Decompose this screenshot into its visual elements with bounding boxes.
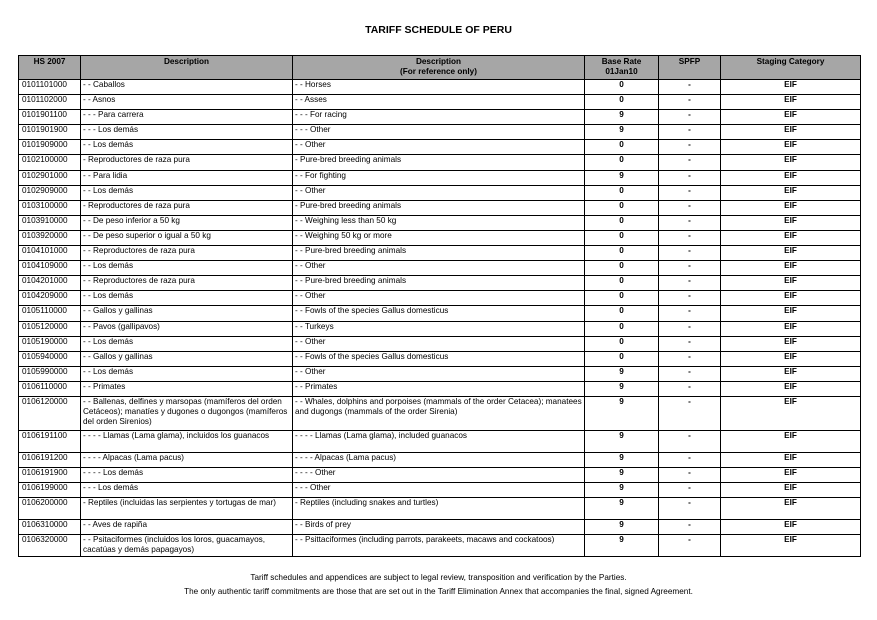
- table-body: [19, 80, 861, 557]
- spfp-cell: -: [659, 185, 721, 200]
- base-rate-cell: 0: [585, 200, 659, 215]
- staging-category-cell: EIF: [721, 215, 861, 230]
- description-es-cell: - - - - Llamas (Lama glama), incluidos los guanacos: [81, 430, 293, 452]
- description-es-cell: - - Ballenas, delfines y marsopas (mamíferos del orden Cetáceos); manatíes y dugones o dugongos (mamíferos del orden Sirenios): [81, 396, 293, 430]
- description-es-cell: - - Los demás: [81, 291, 293, 306]
- description-en-cell: - - Other: [293, 366, 585, 381]
- header-description-en-line2: (For reference only): [400, 67, 477, 76]
- hs-code-cell: 0101101000: [19, 80, 81, 95]
- hs-code-cell: 0105110000: [19, 306, 81, 321]
- description-es-cell: - - Los demás: [81, 261, 293, 276]
- spfp-cell: -: [659, 351, 721, 366]
- description-en-cell: - - - - Other: [293, 468, 585, 483]
- spfp-cell: -: [659, 110, 721, 125]
- hs-code-cell: 0102100000: [19, 155, 81, 170]
- header-hs: HS 2007: [19, 56, 81, 80]
- table-row: [19, 170, 861, 185]
- description-en-cell: - - - Other: [293, 483, 585, 498]
- description-es-cell: - - Pavos (gallipavos): [81, 321, 293, 336]
- hs-code-cell: 0106191900: [19, 468, 81, 483]
- base-rate-cell: 9: [585, 498, 659, 520]
- base-rate-cell: 9: [585, 483, 659, 498]
- table-row: [19, 125, 861, 140]
- description-en-cell: - - Fowls of the species Gallus domesticus: [293, 351, 585, 366]
- hs-code-cell: 0106110000: [19, 381, 81, 396]
- base-rate-cell: 9: [585, 366, 659, 381]
- description-en-cell: - - Fowls of the species Gallus domesticus: [293, 306, 585, 321]
- table-row: [19, 430, 861, 452]
- header-description-en: [293, 56, 585, 80]
- hs-code-cell: 0103920000: [19, 230, 81, 245]
- hs-code-cell: 0106200000: [19, 498, 81, 520]
- hs-code-cell: 0102909000: [19, 185, 81, 200]
- hs-code-cell: 0104101000: [19, 246, 81, 261]
- base-rate-cell: 9: [585, 125, 659, 140]
- table-row: [19, 110, 861, 125]
- base-rate-cell: 0: [585, 291, 659, 306]
- hs-code-cell: 0106310000: [19, 520, 81, 535]
- spfp-cell: -: [659, 366, 721, 381]
- description-en-cell: - - Other: [293, 140, 585, 155]
- staging-category-cell: EIF: [721, 200, 861, 215]
- spfp-cell: -: [659, 261, 721, 276]
- staging-category-cell: EIF: [721, 185, 861, 200]
- description-en-cell: - - - For racing: [293, 110, 585, 125]
- description-es-cell: - Reproductores de raza pura: [81, 155, 293, 170]
- hs-code-cell: 0106199000: [19, 483, 81, 498]
- table-row: [19, 246, 861, 261]
- base-rate-cell: 9: [585, 535, 659, 557]
- description-en-cell: - Reptiles (including snakes and turtles): [293, 498, 585, 520]
- spfp-cell: -: [659, 336, 721, 351]
- hs-code-cell: 0106191200: [19, 452, 81, 467]
- spfp-cell: -: [659, 520, 721, 535]
- header-staging: Staging Category: [721, 56, 861, 80]
- description-en-cell: - - Other: [293, 261, 585, 276]
- tariff-table: [18, 55, 861, 557]
- staging-category-cell: EIF: [721, 125, 861, 140]
- staging-category-cell: EIF: [721, 366, 861, 381]
- base-rate-cell: 9: [585, 170, 659, 185]
- spfp-cell: -: [659, 155, 721, 170]
- base-rate-cell: 0: [585, 321, 659, 336]
- description-en-cell: - - Other: [293, 291, 585, 306]
- staging-category-cell: EIF: [721, 246, 861, 261]
- spfp-cell: -: [659, 306, 721, 321]
- hs-code-cell: 0101909000: [19, 140, 81, 155]
- spfp-cell: -: [659, 430, 721, 452]
- description-en-cell: - - Turkeys: [293, 321, 585, 336]
- spfp-cell: -: [659, 80, 721, 95]
- staging-category-cell: EIF: [721, 535, 861, 557]
- description-en-cell: - - Psittaciformes (including parrots, parakeets, macaws and cockatoos): [293, 535, 585, 557]
- description-en-cell: - - - Other: [293, 125, 585, 140]
- description-en-cell: - Pure-bred breeding animals: [293, 200, 585, 215]
- table-row: [19, 230, 861, 245]
- header-base-rate: [585, 56, 659, 80]
- spfp-cell: -: [659, 396, 721, 430]
- table-row: [19, 336, 861, 351]
- base-rate-cell: 0: [585, 351, 659, 366]
- base-rate-cell: 0: [585, 95, 659, 110]
- base-rate-cell: 9: [585, 381, 659, 396]
- table-row: [19, 276, 861, 291]
- base-rate-cell: 0: [585, 185, 659, 200]
- hs-code-cell: 0106120000: [19, 396, 81, 430]
- spfp-cell: -: [659, 452, 721, 467]
- description-es-cell: - - Aves de rapiña: [81, 520, 293, 535]
- staging-category-cell: EIF: [721, 396, 861, 430]
- description-es-cell: - - - - Alpacas (Lama pacus): [81, 452, 293, 467]
- description-en-cell: - - - - Alpacas (Lama pacus): [293, 452, 585, 467]
- description-en-cell: - - Weighing less than 50 kg: [293, 215, 585, 230]
- staging-category-cell: EIF: [721, 261, 861, 276]
- base-rate-cell: 0: [585, 155, 659, 170]
- staging-category-cell: EIF: [721, 483, 861, 498]
- description-es-cell: - - De peso superior o igual a 50 kg: [81, 230, 293, 245]
- spfp-cell: -: [659, 200, 721, 215]
- table-row: [19, 155, 861, 170]
- table-row: [19, 80, 861, 95]
- header-description-en-line1: Description: [415, 57, 462, 66]
- description-en-cell: - - Asses: [293, 95, 585, 110]
- table-row: [19, 520, 861, 535]
- description-es-cell: - - Gallos y gallinas: [81, 351, 293, 366]
- description-es-cell: - - - Los demás: [81, 125, 293, 140]
- description-en-cell: - - Pure-bred breeding animals: [293, 246, 585, 261]
- table-row: [19, 306, 861, 321]
- description-es-cell: - - De peso inferior a 50 kg: [81, 215, 293, 230]
- spfp-cell: -: [659, 276, 721, 291]
- description-es-cell: - - Psitaciformes (incluidos los loros, guacamayos, cacatúas y demás papagayos): [81, 535, 293, 557]
- hs-code-cell: 0105940000: [19, 351, 81, 366]
- base-rate-cell: 0: [585, 336, 659, 351]
- page-title: TARIFF SCHEDULE OF PERU: [365, 24, 512, 36]
- description-en-cell: - - Primates: [293, 381, 585, 396]
- staging-category-cell: EIF: [721, 321, 861, 336]
- table-row: [19, 140, 861, 155]
- table-row: [19, 483, 861, 498]
- staging-category-cell: EIF: [721, 520, 861, 535]
- description-en-cell: - - Other: [293, 185, 585, 200]
- spfp-cell: -: [659, 125, 721, 140]
- spfp-cell: -: [659, 291, 721, 306]
- base-rate-cell: 9: [585, 110, 659, 125]
- table-row: [19, 535, 861, 557]
- table-row: [19, 261, 861, 276]
- spfp-cell: -: [659, 381, 721, 396]
- hs-code-cell: 0104109000: [19, 261, 81, 276]
- table-row: [19, 321, 861, 336]
- description-es-cell: - - Los demás: [81, 366, 293, 381]
- description-es-cell: - - - Para carrera: [81, 110, 293, 125]
- table-row: [19, 215, 861, 230]
- table-row: [19, 468, 861, 483]
- description-es-cell: - - Caballos: [81, 80, 293, 95]
- table-row: [19, 200, 861, 215]
- staging-category-cell: EIF: [721, 468, 861, 483]
- base-rate-cell: 0: [585, 276, 659, 291]
- description-es-cell: - - Reproductores de raza pura: [81, 246, 293, 261]
- base-rate-cell: 0: [585, 215, 659, 230]
- spfp-cell: -: [659, 535, 721, 557]
- hs-code-cell: 0105190000: [19, 336, 81, 351]
- staging-category-cell: EIF: [721, 110, 861, 125]
- staging-category-cell: EIF: [721, 80, 861, 95]
- description-en-cell: - - Birds of prey: [293, 520, 585, 535]
- description-en-cell: - - For fighting: [293, 170, 585, 185]
- spfp-cell: -: [659, 95, 721, 110]
- spfp-cell: -: [659, 468, 721, 483]
- base-rate-cell: 0: [585, 306, 659, 321]
- table-row: [19, 366, 861, 381]
- hs-code-cell: 0104209000: [19, 291, 81, 306]
- base-rate-cell: 9: [585, 452, 659, 467]
- hs-code-cell: 0101901900: [19, 125, 81, 140]
- spfp-cell: -: [659, 140, 721, 155]
- description-en-cell: - - Whales, dolphins and porpoises (mammals of the order Cetacea); manatees and dugongs (mammals of the order Sirenia): [293, 396, 585, 430]
- hs-code-cell: 0103910000: [19, 215, 81, 230]
- hs-code-cell: 0106320000: [19, 535, 81, 557]
- spfp-cell: -: [659, 498, 721, 520]
- spfp-cell: -: [659, 215, 721, 230]
- description-en-cell: - - Horses: [293, 80, 585, 95]
- staging-category-cell: EIF: [721, 381, 861, 396]
- header-spfp: SPFP: [659, 56, 721, 80]
- spfp-cell: -: [659, 483, 721, 498]
- hs-code-cell: 0105120000: [19, 321, 81, 336]
- table-row: [19, 498, 861, 520]
- hs-code-cell: 0103100000: [19, 200, 81, 215]
- staging-category-cell: EIF: [721, 452, 861, 467]
- base-rate-cell: 0: [585, 246, 659, 261]
- footer-line-2: The only authentic tariff commitments are those that are set out in the Tariff Elimination Annex that accompanies the final, signed Agreement.: [184, 587, 693, 596]
- description-es-cell: - - Gallos y gallinas: [81, 306, 293, 321]
- header-base-rate-line1: Base Rate: [601, 57, 642, 66]
- header-base-rate-line2: 01Jan10: [605, 67, 638, 76]
- staging-category-cell: EIF: [721, 155, 861, 170]
- staging-category-cell: EIF: [721, 170, 861, 185]
- table-row: [19, 396, 861, 430]
- staging-category-cell: EIF: [721, 276, 861, 291]
- description-es-cell: - - Para lidia: [81, 170, 293, 185]
- description-es-cell: - - Primates: [81, 381, 293, 396]
- table-row: [19, 291, 861, 306]
- hs-code-cell: 0101102000: [19, 95, 81, 110]
- staging-category-cell: EIF: [721, 140, 861, 155]
- staging-category-cell: EIF: [721, 430, 861, 452]
- hs-code-cell: 0104201000: [19, 276, 81, 291]
- base-rate-cell: 0: [585, 230, 659, 245]
- description-en-cell: - - Weighing 50 kg or more: [293, 230, 585, 245]
- staging-category-cell: EIF: [721, 351, 861, 366]
- spfp-cell: -: [659, 170, 721, 185]
- base-rate-cell: 0: [585, 140, 659, 155]
- table-header-row: [19, 56, 861, 80]
- description-es-cell: - - Los demás: [81, 336, 293, 351]
- description-en-cell: - - Pure-bred breeding animals: [293, 276, 585, 291]
- table-row: [19, 381, 861, 396]
- description-en-cell: - - - - Llamas (Lama glama), included guanacos: [293, 430, 585, 452]
- description-es-cell: - - Los demás: [81, 140, 293, 155]
- description-en-cell: - Pure-bred breeding animals: [293, 155, 585, 170]
- spfp-cell: -: [659, 321, 721, 336]
- description-es-cell: - - Reproductores de raza pura: [81, 276, 293, 291]
- table-row: [19, 185, 861, 200]
- hs-code-cell: 0102901000: [19, 170, 81, 185]
- footer-line-1: Tariff schedules and appendices are subject to legal review, transposition and verification by the Parties.: [250, 573, 627, 582]
- hs-code-cell: 0106191100: [19, 430, 81, 452]
- description-es-cell: - - - Los demás: [81, 483, 293, 498]
- spfp-cell: -: [659, 246, 721, 261]
- base-rate-cell: 0: [585, 261, 659, 276]
- base-rate-cell: 9: [585, 468, 659, 483]
- staging-category-cell: EIF: [721, 230, 861, 245]
- staging-category-cell: EIF: [721, 291, 861, 306]
- table-row: [19, 452, 861, 467]
- staging-category-cell: EIF: [721, 95, 861, 110]
- description-es-cell: - - Los demás: [81, 185, 293, 200]
- description-en-cell: - - Other: [293, 336, 585, 351]
- table-row: [19, 95, 861, 110]
- hs-code-cell: 0105990000: [19, 366, 81, 381]
- description-es-cell: - - Asnos: [81, 95, 293, 110]
- table-row: [19, 351, 861, 366]
- staging-category-cell: EIF: [721, 336, 861, 351]
- description-es-cell: - Reproductores de raza pura: [81, 200, 293, 215]
- description-es-cell: - - - - Los demás: [81, 468, 293, 483]
- base-rate-cell: 9: [585, 396, 659, 430]
- staging-category-cell: EIF: [721, 306, 861, 321]
- description-es-cell: - Reptiles (incluidas las serpientes y tortugas de mar): [81, 498, 293, 520]
- staging-category-cell: EIF: [721, 498, 861, 520]
- base-rate-cell: 9: [585, 520, 659, 535]
- base-rate-cell: 0: [585, 80, 659, 95]
- spfp-cell: -: [659, 230, 721, 245]
- base-rate-cell: 9: [585, 430, 659, 452]
- hs-code-cell: 0101901100: [19, 110, 81, 125]
- header-description-es: Description: [81, 56, 293, 80]
